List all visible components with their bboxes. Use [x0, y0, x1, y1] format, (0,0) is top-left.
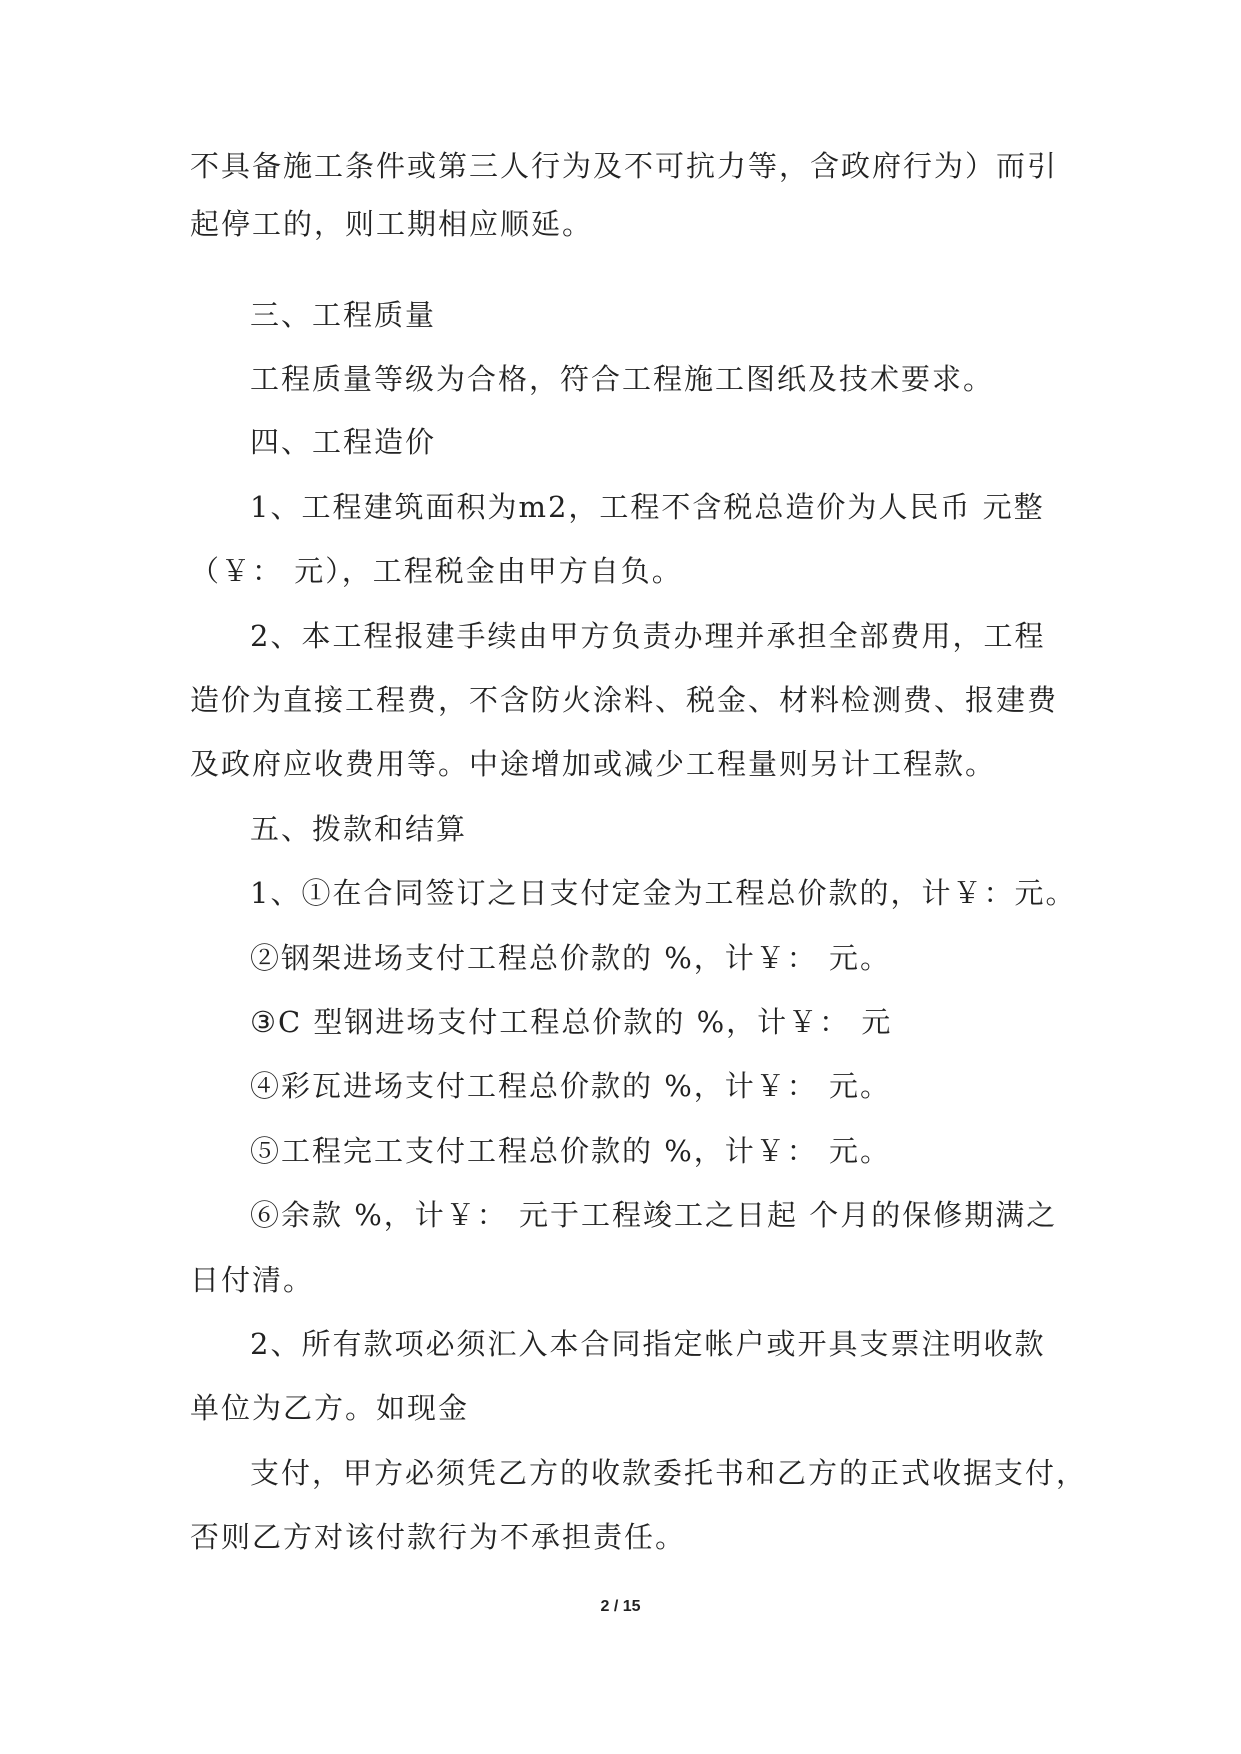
paragraph-line: 日付清。: [190, 1263, 315, 1297]
paragraph-line: 2、本工程报建手续由甲方负责办理并承担全部费用，工程: [250, 619, 1046, 653]
paragraph-line: 1、工程建筑面积为m2，工程不含税总造价为人民币 元整: [250, 490, 1045, 524]
paragraph-line: ⑤工程完工支付工程总价款的 %，计￥： 元。: [250, 1134, 891, 1168]
paragraph-line: 起停工的，则工期相应顺延。: [190, 207, 594, 241]
paragraph-line: 否则乙方对该付款行为不承担责任。: [190, 1520, 687, 1554]
paragraph-line: ②钢架进场支付工程总价款的 %，计￥： 元。: [250, 941, 891, 975]
paragraph-line: 造价为直接工程费，不含防火涂料、税金、材料检测费、报建费: [190, 683, 1059, 717]
paragraph-line: 2、所有款项必须汇入本合同指定帐户或开具支票注明收款: [250, 1327, 1046, 1361]
section-heading: 四、工程造价: [250, 425, 437, 459]
paragraph-line: ④彩瓦进场支付工程总价款的 %，计￥： 元。: [250, 1069, 891, 1103]
page-number: 2 / 15: [600, 1598, 641, 1615]
paragraph-line: 工程质量等级为合格，符合工程施工图纸及技术要求。: [250, 362, 995, 396]
paragraph-line: 1、①在合同签订之日支付定金为工程总价款的，计￥：元。: [250, 876, 1077, 910]
paragraph-line: 单位为乙方。如现金: [190, 1391, 470, 1425]
section-heading: 三、工程质量: [250, 298, 437, 332]
paragraph-line: 及政府应收费用等。中途增加或减少工程量则另计工程款。: [190, 747, 997, 781]
paragraph-line: （￥： 元），工程税金由甲方自负。: [190, 554, 683, 588]
paragraph-line: 支付，甲方必须凭乙方的收款委托书和乙方的正式收据支付，: [250, 1456, 1088, 1490]
section-heading: 五、拨款和结算: [250, 812, 468, 846]
paragraph-line: 不具备施工条件或第三人行为及不可抗力等，含政府行为）而引: [190, 149, 1059, 183]
paragraph-line: ③C 型钢进场支付工程总价款的 %，计￥： 元: [250, 1005, 893, 1039]
paragraph-line: ⑥余款 %，计￥： 元于工程竣工之日起 个月的保修期满之: [250, 1198, 1058, 1232]
